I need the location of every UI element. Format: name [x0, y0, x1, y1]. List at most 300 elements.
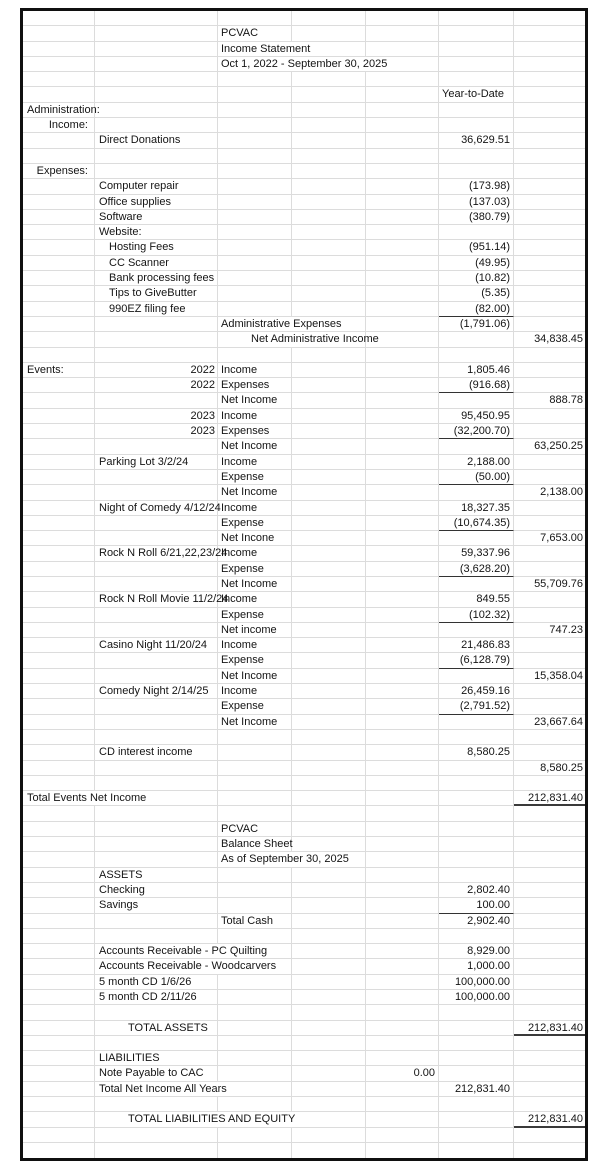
sheet-cell-empty — [218, 72, 292, 87]
sheet-cell-empty — [23, 57, 95, 72]
sheet-cell-empty — [218, 898, 292, 913]
sheet-cell-empty — [439, 26, 514, 41]
sheet-row — [23, 959, 585, 974]
cell-F24: 1,805.46 — [439, 363, 514, 378]
sheet-cell-empty — [439, 11, 514, 26]
sheet-row — [23, 1021, 585, 1036]
sheet-cell-empty — [23, 959, 95, 974]
cell-F43: (6,128.79) — [439, 653, 514, 668]
sheet-cell-empty — [95, 439, 218, 454]
sheet-cell-empty — [23, 256, 95, 271]
cell-B28: 2023 — [95, 424, 218, 439]
sheet-row — [23, 929, 585, 944]
sheet-cell-empty — [514, 501, 585, 516]
sheet-cell-empty — [292, 363, 366, 378]
sheet-cell-empty — [95, 852, 218, 867]
sheet-cell-empty — [23, 623, 95, 638]
sheet-cell-empty — [95, 348, 218, 363]
cell-B73: TOTAL LIABILITIES AND EQUITY — [95, 1112, 366, 1127]
sheet-cell-empty — [23, 72, 95, 87]
sheet-cell-empty — [366, 179, 439, 194]
cell-F34: (10,674.35) — [439, 516, 514, 531]
sheet-cell-empty — [366, 562, 439, 577]
sheet-cell-empty — [514, 806, 585, 821]
cell-C25: Expenses — [218, 378, 292, 393]
sheet-cell-empty — [95, 11, 218, 26]
sheet-cell-empty — [366, 1021, 439, 1036]
sheet-row — [23, 286, 585, 301]
sheet-row — [23, 87, 585, 102]
sheet-cell-empty — [23, 638, 95, 653]
sheet-cell-empty — [366, 348, 439, 363]
sheet-cell-empty — [366, 653, 439, 668]
sheet-cell-empty — [366, 409, 439, 424]
sheet-cell-empty — [23, 133, 95, 148]
sheet-cell-empty — [292, 638, 366, 653]
sheet-row — [23, 883, 585, 898]
sheet-cell-empty — [218, 118, 292, 133]
sheet-cell-empty — [366, 363, 439, 378]
sheet-cell-empty — [23, 1066, 95, 1081]
sheet-cell-empty — [23, 914, 95, 929]
sheet-cell-empty — [514, 546, 585, 561]
sheet-cell-empty — [292, 959, 366, 974]
sheet-row — [23, 653, 585, 668]
sheet-cell-empty — [514, 684, 585, 699]
sheet-cell-empty — [292, 455, 366, 470]
cell-F37: (3,628.20) — [439, 562, 514, 577]
sheet-cell-empty — [366, 531, 439, 546]
sheet-cell-empty — [95, 929, 218, 944]
cell-F49: 8,580.25 — [439, 745, 514, 760]
sheet-cell-empty — [514, 348, 585, 363]
sheet-row — [23, 562, 585, 577]
cell-E70: 0.00 — [366, 1066, 439, 1081]
sheet-cell-empty — [439, 1066, 514, 1081]
sheet-cell-empty — [439, 1005, 514, 1020]
sheet-row — [23, 11, 585, 26]
sheet-cell-empty — [514, 1036, 585, 1051]
sheet-cell-empty — [95, 470, 218, 485]
sheet-row — [23, 363, 585, 378]
sheet-row — [23, 210, 585, 225]
sheet-row — [23, 516, 585, 531]
sheet-cell-empty — [514, 959, 585, 974]
cell-G47: 23,667.64 — [514, 715, 585, 730]
sheet-row — [23, 990, 585, 1005]
sheet-cell-empty — [292, 546, 366, 561]
sheet-cell-empty — [514, 87, 585, 102]
sheet-cell-empty — [439, 1036, 514, 1051]
sheet-cell-empty — [95, 730, 218, 745]
sheet-cell-empty — [292, 348, 366, 363]
cell-F62: 8,929.00 — [439, 944, 514, 959]
sheet-cell-empty — [366, 149, 439, 164]
sheet-cell-empty — [514, 990, 585, 1005]
cell-F9: 36,629.51 — [439, 133, 514, 148]
sheet-cell-empty — [95, 1005, 218, 1020]
sheet-cell-empty — [514, 1128, 585, 1143]
sheet-cell-empty — [292, 1066, 366, 1081]
cell-B18: Bank processing fees — [95, 271, 218, 286]
sheet-cell-empty — [218, 1021, 292, 1036]
sheet-row — [23, 501, 585, 516]
cell-B17: CC Scanner — [95, 256, 218, 271]
cell-F71: 212,831.40 — [439, 1082, 514, 1097]
cell-F14: (380.79) — [439, 210, 514, 225]
sheet-cell-empty — [439, 393, 514, 408]
cell-G67: 212,831.40 — [514, 1021, 585, 1036]
sheet-row — [23, 577, 585, 592]
sheet-cell-empty — [366, 1128, 439, 1143]
cell-F40: (102.32) — [439, 608, 514, 623]
sheet-cell-empty — [218, 929, 292, 944]
sheet-row — [23, 898, 585, 913]
sheet-cell-empty — [514, 57, 585, 72]
sheet-cell-empty — [439, 730, 514, 745]
sheet-row — [23, 623, 585, 638]
sheet-row — [23, 439, 585, 454]
sheet-cell-empty — [514, 516, 585, 531]
sheet-cell-empty — [514, 822, 585, 837]
sheet-cell-empty — [514, 225, 585, 240]
sheet-cell-empty — [95, 57, 218, 72]
cell-F58: 2,802.40 — [439, 883, 514, 898]
sheet-cell-empty — [439, 485, 514, 500]
cell-C39: Income — [218, 592, 292, 607]
sheet-row — [23, 195, 585, 210]
sheet-cell-empty — [366, 133, 439, 148]
cell-G50: 8,580.25 — [514, 761, 585, 776]
sheet-cell-empty — [218, 1128, 292, 1143]
sheet-cell-empty — [292, 531, 366, 546]
sheet-cell-empty — [218, 791, 292, 806]
sheet-cell-empty — [366, 72, 439, 87]
sheet-row — [23, 791, 585, 806]
sheet-cell-empty — [95, 1036, 218, 1051]
sheet-cell-empty — [366, 501, 439, 516]
cell-F20: (82.00) — [439, 302, 514, 317]
sheet-cell-empty — [218, 883, 292, 898]
sheet-row — [23, 164, 585, 179]
sheet-cell-empty — [292, 929, 366, 944]
cell-B58: Checking — [95, 883, 218, 898]
sheet-cell-empty — [218, 868, 292, 883]
sheet-row — [23, 837, 585, 852]
cell-C54: PCVAC — [218, 822, 292, 837]
sheet-cell-empty — [292, 378, 366, 393]
sheet-cell-empty — [95, 699, 218, 714]
cell-C26: Net Income — [218, 393, 292, 408]
cell-C32: Net Income — [218, 485, 292, 500]
sheet-cell-empty — [23, 1036, 95, 1051]
sheet-cell-empty — [366, 240, 439, 255]
cell-F27: 95,450.95 — [439, 409, 514, 424]
cell-G29: 63,250.25 — [514, 439, 585, 454]
sheet-cell-empty — [366, 806, 439, 821]
sheet-cell-empty — [514, 103, 585, 118]
sheet-row — [23, 72, 585, 87]
sheet-cell-empty — [366, 669, 439, 684]
sheet-cell-empty — [218, 271, 292, 286]
sheet-cell-empty — [366, 822, 439, 837]
cell-C42: Income — [218, 638, 292, 653]
sheet-cell-empty — [439, 103, 514, 118]
sheet-cell-empty — [23, 439, 95, 454]
sheet-cell-empty — [514, 837, 585, 852]
sheet-cell-empty — [514, 852, 585, 867]
cell-C44: Net Income — [218, 669, 292, 684]
sheet-cell-empty — [366, 1082, 439, 1097]
sheet-cell-empty — [439, 761, 514, 776]
sheet-cell-empty — [95, 562, 218, 577]
cell-F42: 21,486.83 — [439, 638, 514, 653]
cell-B67: TOTAL ASSETS — [95, 1021, 218, 1036]
cell-G26: 888.78 — [514, 393, 585, 408]
sheet-cell-empty — [514, 975, 585, 990]
sheet-cell-empty — [439, 715, 514, 730]
sheet-cell-empty — [23, 225, 95, 240]
sheet-cell-empty — [95, 623, 218, 638]
sheet-cell-empty — [514, 317, 585, 332]
sheet-cell-empty — [23, 409, 95, 424]
sheet-cell-empty — [23, 1128, 95, 1143]
sheet-cell-empty — [23, 822, 95, 837]
sheet-cell-empty — [366, 195, 439, 210]
sheet-cell-empty — [514, 149, 585, 164]
cell-B39: Rock N Roll Movie 11/2/24 — [95, 592, 218, 607]
sheet-cell-empty — [95, 26, 218, 41]
sheet-cell-empty — [218, 1036, 292, 1051]
sheet-cell-empty — [218, 302, 292, 317]
sheet-row — [23, 149, 585, 164]
cell-B57: ASSETS — [95, 868, 218, 883]
sheet-cell-empty — [218, 761, 292, 776]
sheet-cell-empty — [439, 439, 514, 454]
sheet-cell-empty — [366, 761, 439, 776]
sheet-cell-empty — [292, 608, 366, 623]
sheet-row — [23, 868, 585, 883]
sheet-cell-empty — [366, 317, 439, 332]
sheet-cell-empty — [366, 286, 439, 301]
cell-B20: 990EZ filing fee — [95, 302, 218, 317]
sheet-cell-empty — [439, 149, 514, 164]
sheet-cell-empty — [366, 1143, 439, 1158]
sheet-cell-empty — [514, 133, 585, 148]
cell-B9: Direct Donations — [95, 133, 218, 148]
sheet-cell-empty — [23, 470, 95, 485]
sheet-cell-empty — [23, 240, 95, 255]
sheet-cell-empty — [23, 776, 95, 791]
sheet-cell-empty — [292, 562, 366, 577]
sheet-cell-empty — [514, 240, 585, 255]
sheet-cell-empty — [95, 393, 218, 408]
sheet-row — [23, 608, 585, 623]
sheet-cell-empty — [514, 302, 585, 317]
sheet-row — [23, 1036, 585, 1051]
sheet-cell-empty — [514, 592, 585, 607]
cell-C21: Administrative Expenses — [218, 317, 366, 332]
sheet-row — [23, 1066, 585, 1081]
cell-B62: Accounts Receivable - PC Quilting — [95, 944, 292, 959]
cell-C40: Expense — [218, 608, 292, 623]
sheet-cell-empty — [23, 317, 95, 332]
sheet-row — [23, 1143, 585, 1158]
sheet-cell-empty — [514, 195, 585, 210]
cell-F45: 26,459.16 — [439, 684, 514, 699]
sheet-cell-empty — [23, 1143, 95, 1158]
sheet-cell-empty — [514, 1082, 585, 1097]
sheet-cell-empty — [218, 210, 292, 225]
sheet-cell-empty — [95, 42, 218, 57]
sheet-cell-empty — [514, 562, 585, 577]
sheet-cell-empty — [366, 485, 439, 500]
sheet-row — [23, 684, 585, 699]
sheet-cell-empty — [439, 531, 514, 546]
sheet-cell-empty — [439, 118, 514, 133]
sheet-cell-empty — [439, 822, 514, 837]
sheet-cell-empty — [292, 1051, 366, 1066]
sheet-cell-empty — [366, 26, 439, 41]
sheet-row — [23, 1097, 585, 1112]
sheet-cell-empty — [292, 944, 366, 959]
sheet-cell-empty — [514, 118, 585, 133]
sheet-cell-empty — [366, 271, 439, 286]
sheet-cell-empty — [366, 11, 439, 26]
sheet-cell-empty — [514, 455, 585, 470]
sheet-row — [23, 546, 585, 561]
sheet-cell-empty — [366, 852, 439, 867]
sheet-row — [23, 745, 585, 760]
sheet-cell-empty — [218, 256, 292, 271]
cell-F17: (49.95) — [439, 256, 514, 271]
sheet-cell-empty — [366, 944, 439, 959]
sheet-cell-empty — [218, 103, 292, 118]
sheet-row — [23, 1082, 585, 1097]
sheet-row — [23, 57, 585, 72]
cell-C22: Net Administrative Income — [218, 332, 366, 347]
cell-F16: (951.14) — [439, 240, 514, 255]
sheet-row — [23, 240, 585, 255]
sheet-cell-empty — [23, 516, 95, 531]
sheet-cell-empty — [514, 914, 585, 929]
sheet-cell-empty — [366, 837, 439, 852]
sheet-cell-empty — [218, 11, 292, 26]
sheet-cell-empty — [514, 72, 585, 87]
cell-C2: PCVAC — [218, 26, 292, 41]
sheet-cell-empty — [439, 1128, 514, 1143]
sheet-cell-empty — [366, 302, 439, 317]
cell-B70: Note Payable to CAC — [95, 1066, 218, 1081]
sheet-cell-empty — [23, 868, 95, 883]
sheet-cell-empty — [514, 363, 585, 378]
sheet-cell-empty — [292, 256, 366, 271]
sheet-cell-empty — [514, 1066, 585, 1081]
sheet-cell-empty — [218, 286, 292, 301]
sheet-cell-empty — [95, 118, 218, 133]
sheet-cell-empty — [95, 332, 218, 347]
sheet-cell-empty — [439, 348, 514, 363]
sheet-cell-empty — [218, 1005, 292, 1020]
sheet-cell-empty — [292, 72, 366, 87]
sheet-cell-empty — [439, 225, 514, 240]
cell-G38: 55,709.76 — [514, 577, 585, 592]
cell-B59: Savings — [95, 898, 218, 913]
sheet-cell-empty — [218, 1097, 292, 1112]
sheet-cell-empty — [514, 653, 585, 668]
sheet-cell-empty — [292, 898, 366, 913]
sheet-cell-empty — [366, 791, 439, 806]
sheet-cell-empty — [95, 516, 218, 531]
sheet-cell-empty — [23, 1097, 95, 1112]
cell-A7: Administration: — [23, 103, 95, 118]
sheet-row — [23, 271, 585, 286]
sheet-cell-empty — [292, 164, 366, 179]
sheet-row — [23, 944, 585, 959]
sheet-cell-empty — [292, 868, 366, 883]
sheet-cell-empty — [514, 730, 585, 745]
sheet-cell-empty — [292, 87, 366, 102]
sheet-cell-empty — [439, 72, 514, 87]
cell-A52: Total Events Net Income — [23, 791, 218, 806]
sheet-cell-empty — [514, 210, 585, 225]
sheet-cell-empty — [23, 990, 95, 1005]
cell-C27: Income — [218, 409, 292, 424]
sheet-cell-empty — [23, 806, 95, 821]
sheet-cell-empty — [218, 240, 292, 255]
sheet-cell-empty — [292, 715, 366, 730]
cell-B71: Total Net Income All Years — [95, 1082, 292, 1097]
sheet-cell-empty — [514, 470, 585, 485]
sheet-row — [23, 730, 585, 745]
sheet-cell-empty — [366, 592, 439, 607]
sheet-cell-empty — [366, 225, 439, 240]
sheet-cell-empty — [23, 1005, 95, 1020]
sheet-cell-empty — [366, 424, 439, 439]
sheet-cell-empty — [292, 225, 366, 240]
sheet-cell-empty — [23, 577, 95, 592]
cell-F31: (50.00) — [439, 470, 514, 485]
sheet-cell-empty — [23, 1112, 95, 1127]
sheet-cell-empty — [366, 1051, 439, 1066]
sheet-row — [23, 378, 585, 393]
sheet-cell-empty — [218, 133, 292, 148]
sheet-cell-empty — [292, 699, 366, 714]
sheet-row — [23, 485, 585, 500]
sheet-cell-empty — [514, 424, 585, 439]
cell-F59: 100.00 — [439, 898, 514, 913]
sheet-cell-empty — [292, 791, 366, 806]
sheet-cell-empty — [439, 623, 514, 638]
sheet-cell-empty — [366, 118, 439, 133]
cell-G22: 34,838.45 — [514, 332, 585, 347]
sheet-cell-empty — [218, 1143, 292, 1158]
cell-B16: Hosting Fees — [95, 240, 218, 255]
sheet-cell-empty — [514, 776, 585, 791]
sheet-cell-empty — [439, 1021, 514, 1036]
sheet-cell-empty — [23, 745, 95, 760]
sheet-cell-empty — [23, 210, 95, 225]
sheet-cell-empty — [23, 87, 95, 102]
sheet-cell-empty — [366, 1097, 439, 1112]
cell-C45: Income — [218, 684, 292, 699]
cell-A8: Income: — [23, 118, 95, 133]
sheet-cell-empty — [439, 577, 514, 592]
sheet-cell-empty — [95, 485, 218, 500]
sheet-cell-empty — [23, 531, 95, 546]
cell-C55: Balance Sheet — [218, 837, 292, 852]
sheet-cell-empty — [218, 87, 292, 102]
